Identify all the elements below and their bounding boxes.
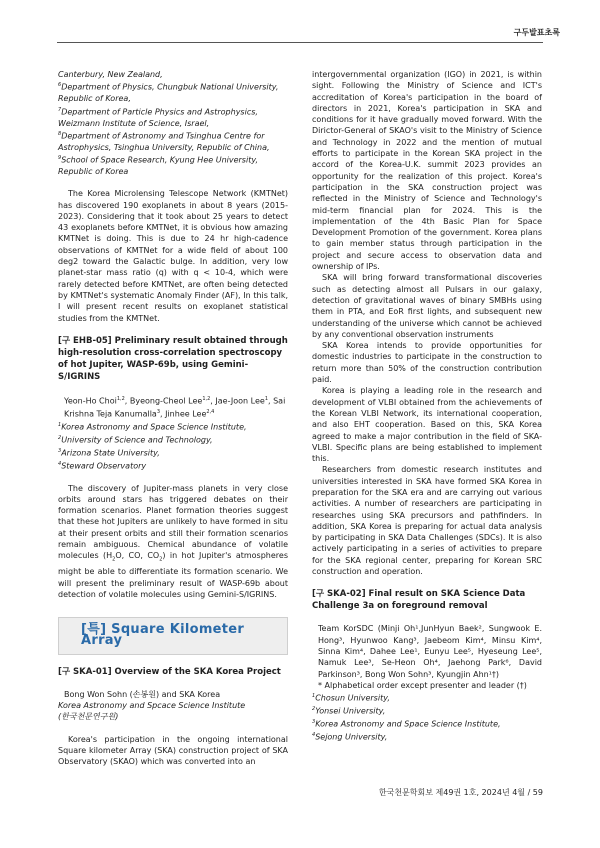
affiliation-line: Korea Astronomy and Spcace Science Institute [58, 701, 246, 711]
right-column [312, 69, 542, 743]
abstract-paragraph: SKA will bring forward transformational discoveries such as detecting almost all Pulsars in our galaxy, detection of gravitational waves of binary SMBHs using them in PTA, and EoR first lights, and subsequent new understanding of the universe which cannot be achieved by any conventional observation instruments [312, 273, 542, 339]
affiliation-line: Canterbury, New Zealand, [58, 70, 163, 79]
section-banner: [특] Square Kilometer Array [58, 617, 288, 655]
affiliation-line: $^1$Korea Astronomy and Space Science Institute, $^2$University of Science and Technology, [58, 421, 247, 445]
abstract-paragraph: The Korea Microlensing Telescope Network (KMTNet) has discovered 190 exoplanets in about 8 years (2015-2023). Considering that it took about 25 years to detect 43 exoplanets before KMTNet, it is obvious how amazing KMTNet is doing. This is due to 24 hr high-cadence observations of KMTNet for a wide field of about 100 deg2 toward the Galactic bulge. In addition, very low planet-star mass ratio (q) with q < 10-4, which were rarely detected before KMTNet, are often being detected by KMTNet's systematic Anomaly Finder (AF), In this talk, I will present recent results on exoplanet statistical studies from the KMTNet. [58, 189, 288, 323]
abstract-paragraph: The discovery of Jupiter-mass planets in very close orbits around stars has triggered debates on their formation scenarios. Planet formation theories suggest that these hot Jupiters are unlikely to have formed in situ at their present orbits and still their formation scenarios remain ambiguous. Chemical abundance of volatile molecules ($H_2O$, CO, $CO_2$) in hot Jupiter's atmospheres might be able to differentiate its formation scenario. We will present the preliminary result of WASP-69b about detection of volatile molecules using Gemini-S/IGRINS. [58, 483, 288, 599]
author-list: Yeon-Ho Choi$^{1,2}$, Byeong-Cheol Lee$^{1,2}$, Jae-Joon Lee$^1$, Sai Krishna Teja Kanumalla$^3$, Jinhee Lee$^{2,4}$ [64, 395, 286, 419]
affiliation-line: $^1$Chosun University, [312, 693, 390, 703]
header-rule [57, 42, 543, 43]
affiliation-line: $^4$Steward Observatory [58, 460, 147, 471]
affiliation-line: $^2$Yonsei University, [312, 706, 386, 716]
abstract-paragraph: Korea's participation in the ongoing international Square kilometer Array (SKA) construction project of SKA Observatory (SKAO) which was converted into an [58, 734, 288, 767]
abstract-paragraph: Researchers from domestic research institutes and universities interested in SKA have formed SKA Korea in preparation for the SKA era and are carrying out various activities. A number of researchers are participating in researches using SKA precursors and pathfinders. In addition, SKA Korea is preparing for actual data analysis by participating in SKA Data Challenges (SDCs). It is also actively participating in a series of activities to prepare for the SKA regional center, preparing for Korean SRC construction and operation. [312, 465, 542, 577]
abstract-paragraph: intergovernmental organization (IGO) in 2021, is within sight. Following the Ministry of Science and ICT's accreditation of Korea's participation in the board of directors in 2021, Korea's participation in SKA and conditions for it have gradually moved forward. With the Dirictor-General of SKAO's visit to the Ministry of Science and Technology in 2022 and the mention of mutual efforts to participate in the Korean SKA project in the accord of the Korea-U.K. summit 2023 provides an opportunity for the realization of this project. Korea's participation in the SKA construction project was reflected in the Ministry of Science and Technology's mid-term financial plan for 2024. This is the implementation of the 4th Basic Plan for Space Development Promotion of the government. Korea plans to gain member status through participation in the project and secure access to observation data and ownership of IPs. [312, 70, 542, 272]
section-title-ehb05: [구 EHB-05] Preliminary result obtained through high-resolution cross-correlation spectroscopy of hot Jupiter, WASP-69b, using Gemini-S/IGRINS [58, 335, 288, 382]
affiliation-line: $^3$Korea Astronomy and Space Science Institute, [312, 719, 501, 729]
affiliation-line: $^3$Arizona State University, [58, 447, 160, 458]
affiliation-line: $^7$Department of Particle Physics and Astrophysics, Weizmann Institute of Science, Israel, [58, 106, 258, 128]
section-title-ska02: [구 SKA-02] Final result on SKA Science Data Challenge 3a on foreground removal [312, 589, 526, 612]
page-footer: 한국천문학회보 제49권 1호, 2024년 4월 / 59 [378, 788, 543, 797]
affiliation-line: $^9$School of Space Research, Kyung Hee University, Republic of Korea [58, 155, 258, 176]
author-list: Team KorSDC (Minji Oh¹,JunHyun Baek², Sungwook E. Hong³, Hyunwoo Kang³, Jaebeom Kim⁴, Minsu Kim⁴, Sinna Kim⁴, Dahee Lee¹, Eunyu Lee⁵, Hyeseung Lee⁵, Namuk Lee³, Se-Heon Oh⁴, Jaehong Park⁶, David Parkinson³, Bong Won Sohn³, Kyungjin Ahn¹†) [318, 624, 542, 679]
section-title-ska01: [구 SKA-01] Overview of the SKA Korea Project [58, 666, 281, 677]
left-column [58, 69, 288, 768]
author-note: * Alphabetical order except presenter and leader (†) [318, 680, 527, 690]
abstract-paragraph: SKA Korea intends to provide opportunities for domestic industries to participate in the construction to return more than 50% of the construction contribution paid. [312, 341, 542, 385]
affiliation-line: $^8$Department of Astronomy and Tsinghua Centre for Astrophysics, Tsinghua University, Republic of China, [58, 130, 270, 152]
affiliation-line: $^6$Department of Physics, Chungbuk National University, Republic of Korea, [58, 82, 279, 104]
author-list: Bong Won Sohn (손봉원) and SKA Korea [64, 689, 221, 699]
affiliation-line: $^4$Sejong University, [312, 732, 388, 742]
abstract-paragraph: Korea is playing a leading role in the research and development of VLBI obtained from the achievements of the Korean VLBI Network, its international cooperation, and also EHT cooperation. Based on this, SKA Korea agreed to make a major contribution in the field of SKA-VLBI. Specific plans are being established to implement this. [312, 386, 542, 464]
affiliation-line: (한국천문연구원) [58, 712, 119, 722]
running-header: 구두발표초록 [513, 28, 560, 37]
